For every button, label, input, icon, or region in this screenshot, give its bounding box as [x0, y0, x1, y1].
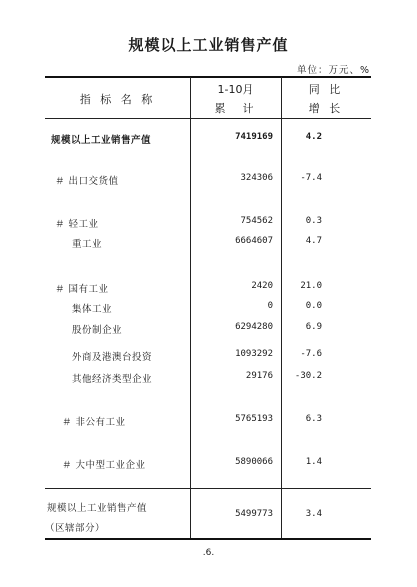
row-growth: 0.0: [305, 301, 322, 311]
table-top-border: [45, 76, 371, 78]
row-label: ＃ 非公有工业: [62, 417, 126, 428]
row-label: ＃ 国有工业: [55, 284, 109, 295]
row-value: 754562: [240, 216, 273, 226]
row-growth: 6.3: [305, 414, 322, 424]
row-value: 1093292: [235, 349, 273, 359]
header-period-line2: 累 计: [214, 102, 257, 115]
row-growth: -30.2: [294, 371, 322, 381]
footer-label-line2: （区辖部分）: [45, 523, 106, 534]
row-value: 2420: [251, 281, 273, 291]
header-bottom-border: [45, 118, 371, 119]
unit-note: 单位：万元、%: [296, 65, 370, 76]
row-label: 规模以上工业销售产值: [51, 135, 152, 146]
row-value: 29176: [245, 371, 273, 381]
header-yoy-line1: 同 比: [308, 83, 344, 96]
row-growth: 4.7: [305, 236, 322, 246]
row-growth: -7.6: [300, 349, 322, 359]
header-period-line1: 1-10月: [217, 83, 254, 96]
row-value: 7419169: [235, 132, 273, 142]
footer-label-line1: 规模以上工业销售产值: [47, 503, 148, 514]
footer-growth: 3.4: [305, 509, 322, 519]
row-value: 324306: [240, 173, 273, 183]
row-growth: 4.2: [305, 132, 322, 142]
footer-value: 5499773: [235, 509, 273, 519]
row-growth: -7.4: [300, 173, 322, 183]
table-bottom-border: [45, 538, 371, 540]
row-value: 5890066: [235, 457, 273, 467]
row-label: ＃ 大中型工业企业: [62, 460, 146, 471]
row-label: ＃ 轻工业: [55, 219, 99, 230]
row-label: 重工业: [72, 239, 103, 250]
row-value: 0: [267, 301, 273, 311]
row-label: 股份制企业: [72, 325, 123, 336]
page-number: .6.: [202, 548, 215, 558]
row-growth: 6.9: [305, 322, 322, 332]
row-growth: 0.3: [305, 216, 322, 226]
row-value: 5765193: [235, 414, 273, 424]
column-divider-1: [190, 77, 191, 538]
footer-top-border: [45, 488, 371, 489]
header-yoy-line2: 增 长: [308, 102, 344, 115]
row-growth: 1.4: [305, 457, 322, 467]
row-label: ＃ 出口交货值: [55, 176, 119, 187]
header-indicator: 指 标 名 称: [79, 93, 156, 106]
row-growth: 21.0: [300, 281, 322, 291]
row-value: 6294280: [235, 322, 273, 332]
row-label: 集体工业: [72, 304, 113, 315]
row-label: 其他经济类型企业: [72, 374, 153, 385]
row-label: 外商及港澳台投资: [72, 352, 153, 363]
page-title: 规模以上工业销售产值: [128, 36, 289, 54]
row-value: 6664607: [235, 236, 273, 246]
